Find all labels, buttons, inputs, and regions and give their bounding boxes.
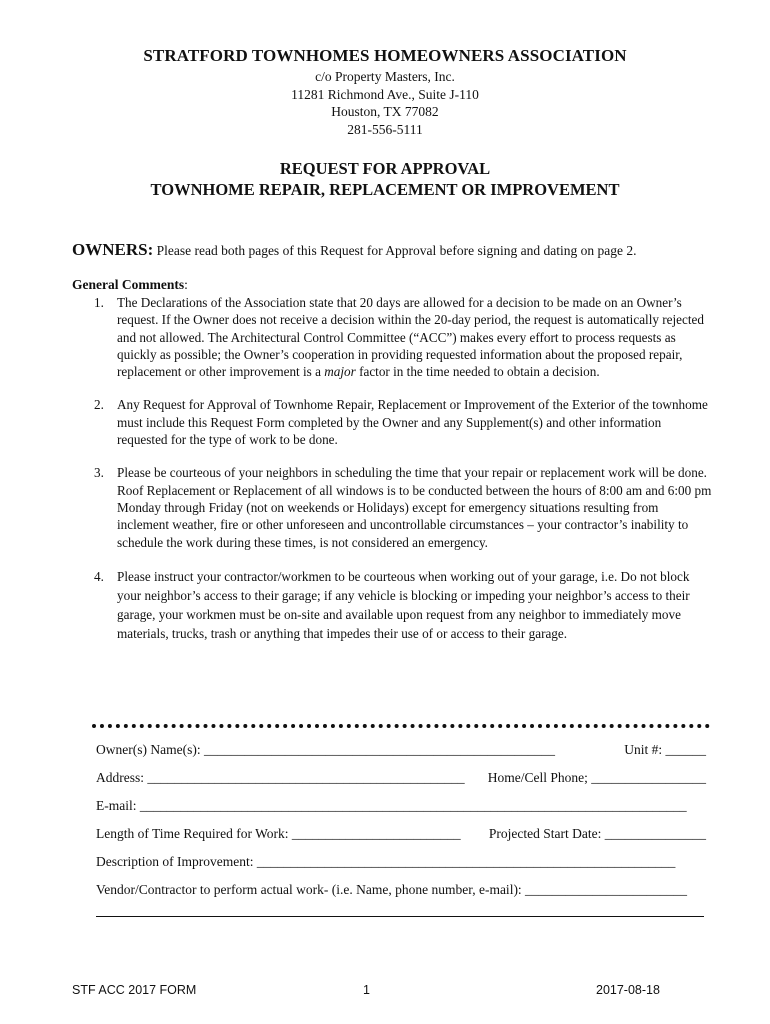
address-line: 11281 Richmond Ave., Suite J-110: [291, 86, 479, 102]
address-line: Houston, TX 77082: [331, 104, 439, 119]
list-item: 2. Any Request for Approval of Townhome Repair, Replacement or Improvement of the Exterior of the townhome must include this Request Form completed by the Owner and any Supplement(s) and other information requested for the type of work to be done.: [94, 397, 708, 448]
owners-name-field[interactable]: Owner(s) Name(s): ____________________________________________________ Unit #: ______: [96, 742, 706, 757]
item-number: 4.: [94, 568, 104, 584]
email-field[interactable]: E-mail: _________________________________________________________________________________: [96, 798, 687, 813]
footer-date: 2017-08-18: [596, 983, 660, 997]
address-line: c/o Property Masters, Inc.: [315, 69, 455, 84]
document-title: [0, 158, 770, 200]
title-line-2: TOWNHOME REPAIR, REPLACEMENT OR IMPROVEMENT: [150, 180, 620, 199]
item-number: 2.: [94, 397, 104, 413]
unit-number-field[interactable]: Unit #: ______: [624, 742, 706, 757]
blank-line[interactable]: [96, 908, 704, 917]
association-name: STRATFORD TOWNHOMES HOMEOWNERS ASSOCIATION: [143, 46, 627, 65]
general-comments-heading: General Comments:: [72, 277, 188, 292]
footer-form-id: STF ACC 2017 FORM: [72, 983, 197, 997]
owners-label: OWNERS:: [72, 240, 154, 259]
start-date-field[interactable]: Projected Start Date: _______________: [488, 826, 706, 841]
phone-field[interactable]: Home/Cell Phone; _________________: [487, 770, 706, 785]
dotted-divider: [92, 724, 710, 728]
owners-notice: [72, 240, 722, 260]
phone-line: 281-556-5111: [347, 121, 423, 137]
footer-page-number: 1: [363, 983, 370, 997]
vendor-field[interactable]: Vendor/Contractor to perform actual work- (i.e. Name, phone number, e-mail): ________________________: [96, 882, 688, 897]
list-item: 4. Please instruct your contractor/workmen to be courteous when working out of your garage, i.e. Do not block your neighbor’s access to their garage; if any vehicle is blocking or impeding your neighbor’s access to their garage, your workmen must be on-site and available upon request from any neighbor to immediately move materials, trucks, trash or anything that impedes their use of or access to their garage.: [94, 568, 690, 641]
association-address: [0, 68, 770, 138]
owners-notice-text: Please read both pages of this Request for Approval before signing and dating on page 2.: [153, 243, 637, 258]
general-comments-list: [72, 294, 712, 643]
list-item: 1. The Declarations of the Association state that 20 days are allowed for a decision to be made on an Owner’s request. If the Owner does not receive a decision within the 20-day period, the request is automatically rejected and not allowed. The Architectural Control Committee (“ACC”) makes every effort to process requests as quickly as possible; the Owner’s cooperation in providing requested information about the proposed repair, replacement or other improvement is a major factor in the time needed to obtain a decision.: [94, 295, 704, 380]
length-of-time-field[interactable]: Length of Time Required for Work: _________________________ Projected Start Date: _______________: [96, 826, 706, 841]
emphasis-text: major: [324, 364, 356, 380]
item-number: 1.: [94, 295, 104, 310]
title-line-1: REQUEST FOR APPROVAL: [279, 159, 491, 178]
item-number: 3.: [94, 465, 104, 481]
address-field[interactable]: Address: _______________________________________________ Home/Cell Phone; _________________: [96, 770, 706, 785]
list-item: 3. Please be courteous of your neighbors in scheduling the time that your repair or replacement work will be done. Roof Replacement or Replacement of all windows is to be conducted between the hours of 8:00 am and 6:00 pm Monday through Friday (not on weekends or Holidays) except for emergency situations resulting from inclement weather, fire or other unforeseen and uncontrollable circumstances – your contractor’s inability to schedule the work during these times, is not considered an emergency.: [94, 465, 712, 550]
description-field[interactable]: Description of Improvement: ______________________________________________________________: [96, 854, 676, 869]
